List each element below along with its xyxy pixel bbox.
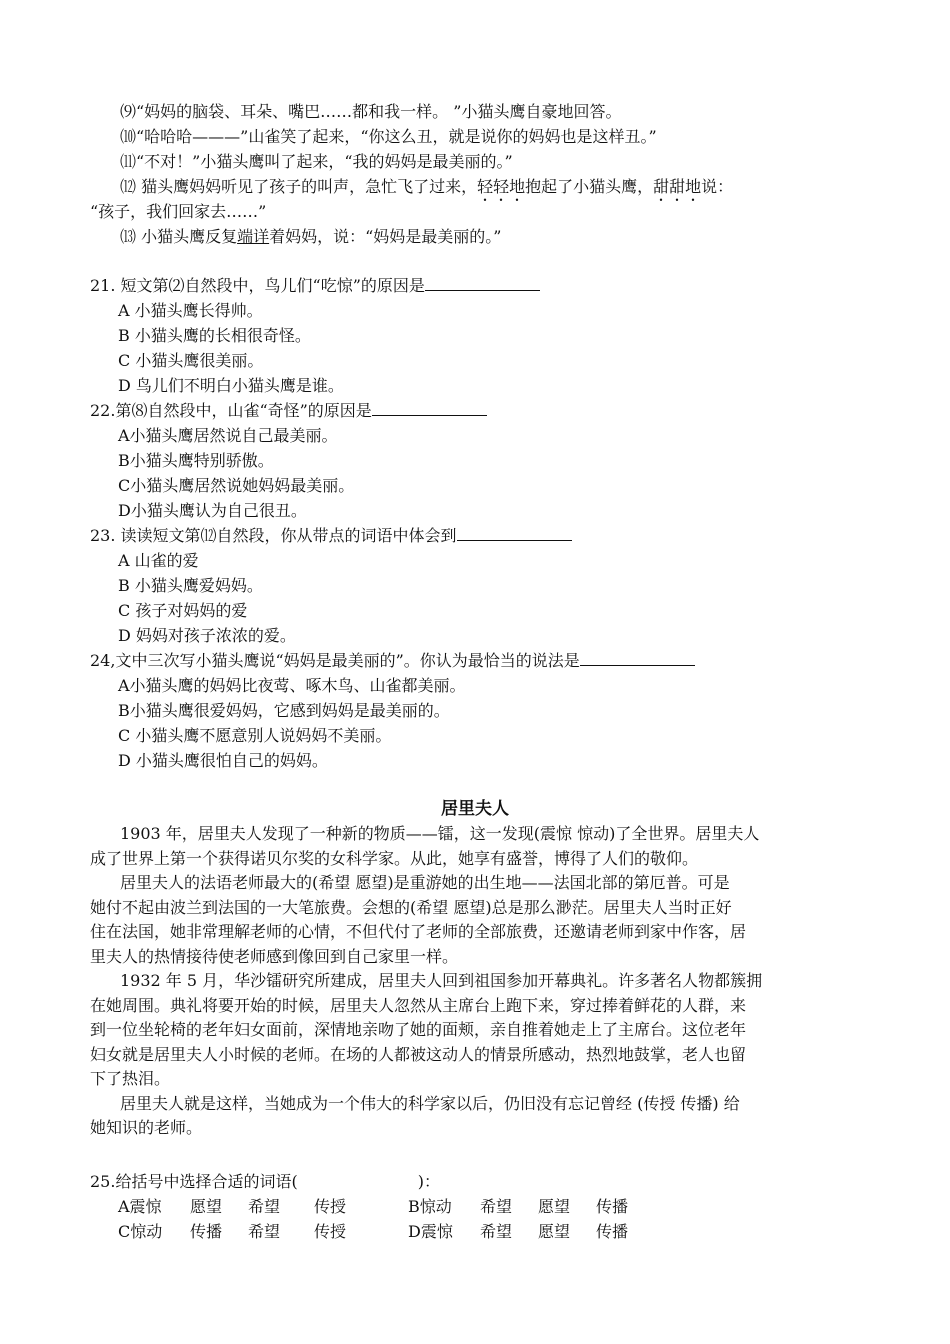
answer-blank-23[interactable] bbox=[457, 526, 572, 541]
q22-option-c: C小猫头鹰居然说她妈妈最美丽。 bbox=[118, 476, 355, 495]
q25-row1-word: 传授 bbox=[314, 1197, 347, 1216]
question-25-stem: 25.给括号中选择合适的词语( bbox=[90, 1172, 298, 1191]
passage-line: 1932 年 5 月，华沙镭研究所建成，居里夫人回到祖国参加开幕典礼。许多著名人物都簇拥 bbox=[120, 971, 763, 990]
q25-row2-word: 传播 bbox=[596, 1222, 629, 1241]
q25-row2-word: 传授 bbox=[314, 1222, 347, 1241]
passage-line: 里夫人的热情接待使老师感到像回到自己家里一样。 bbox=[90, 946, 459, 966]
q23-option-a: A 山雀的爱 bbox=[118, 551, 199, 570]
q23-option-b: B 小猫头鹰爱妈妈。 bbox=[118, 576, 263, 595]
q25-row1-word: A震惊 bbox=[118, 1197, 162, 1216]
q21-option-c: C 小猫头鹰很美丽。 bbox=[118, 351, 264, 370]
answer-blank-24[interactable] bbox=[580, 651, 695, 666]
q23-option-c: C 孩子对妈妈的爱 bbox=[118, 601, 248, 620]
dotted-word-tiantiande: 甜甜地 bbox=[653, 177, 702, 196]
story-paragraph-13-text-a: ⒀ 小猫头鹰反复 bbox=[120, 227, 238, 246]
passage-line: 居里夫人就是这样，当她成为一个伟大的科学家以后，仍旧没有忘记曾经 (传授 传播) 给 bbox=[120, 1093, 740, 1113]
passage-line: 成了世界上第一个获得诺贝尔奖的女科学家。从此，她享有盛誉，博得了人们的敬仰。 bbox=[90, 848, 699, 868]
passage-line: 她付不起由波兰到法国的一大笔旅费。会想的(希望 愿望)总是那么渺茫。居里夫人当时正好 bbox=[90, 897, 732, 917]
story-paragraph-13 bbox=[120, 225, 501, 249]
q22-option-b: B小猫头鹰特别骄傲。 bbox=[118, 451, 274, 470]
q24-option-a: A小猫头鹰的妈妈比夜莺、啄木鸟、山雀都美丽。 bbox=[118, 676, 466, 695]
q25-row1-word: 传播 bbox=[596, 1197, 629, 1216]
passage-line: 居里夫人的法语老师最大的(希望 愿望)是重游她的出生地——法国北部的第厄普。可是 bbox=[120, 873, 730, 892]
q25-row1-word: 愿望 bbox=[190, 1197, 223, 1216]
story-paragraph-13-text-b: 着妈妈，说：“妈妈是最美丽的。” bbox=[269, 227, 502, 246]
q25-row1-word: 希望 bbox=[248, 1197, 281, 1216]
question-25 bbox=[90, 1170, 440, 1194]
passage-line: 下了热泪。 bbox=[90, 1069, 171, 1088]
story-paragraph-9: ⑼“妈妈的脑袋、耳朵、嘴巴……都和我一样。 ”小猫头鹰自豪地回答。 bbox=[120, 102, 622, 121]
q22-option-d: D小猫头鹰认为自己很丑。 bbox=[118, 501, 307, 520]
question-22-stem: 22.第⑻自然段中，山雀“奇怪”的原因是 bbox=[90, 401, 372, 420]
question-22 bbox=[90, 399, 487, 423]
q25-row-1 bbox=[118, 1195, 628, 1219]
passage-line: 在她周围。典礼将要开始的时候，居里夫人忽然从主席台上跑下来，穿过捧着鲜花的人群，来 bbox=[90, 995, 747, 1015]
story-paragraph-12-text-c: 说： bbox=[701, 177, 734, 196]
q25-row2-word: D震惊 bbox=[408, 1222, 453, 1241]
q25-row1-word: 希望 bbox=[480, 1197, 513, 1216]
question-21-stem: 21. 短文第⑵自然段中，鸟儿们“吃惊”的原因是 bbox=[90, 276, 425, 295]
question-23-stem: 23. 读读短文第⑿自然段，你从带点的词语中体会到 bbox=[90, 526, 457, 545]
answer-blank-22[interactable] bbox=[372, 401, 487, 416]
question-24-stem: 24,文中三次写小猫头鹰说“妈妈是最美丽的”。你认为最恰当的说法是 bbox=[90, 651, 580, 670]
question-25-stem-end: )： bbox=[417, 1172, 440, 1191]
question-21 bbox=[90, 274, 540, 298]
story-paragraph-12-text-a: ⑿ 猫头鹰妈妈听见了孩子的叫声，急忙飞了过来， bbox=[120, 177, 478, 196]
passage-line: 她知识的老师。 bbox=[90, 1118, 203, 1137]
q24-option-c: C 小猫头鹰不愿意别人说妈妈不美丽。 bbox=[118, 726, 392, 745]
q22-option-a: A小猫头鹰居然说自己最美丽。 bbox=[118, 426, 338, 445]
q25-row1-word: 愿望 bbox=[538, 1197, 571, 1216]
passage-line: 住在法国，她非常理解老师的心情，不但代付了老师的全部旅费，还邀请老师到家中作客，居 bbox=[90, 922, 747, 941]
q25-row2-word: 愿望 bbox=[538, 1222, 571, 1241]
q21-option-a: A 小猫头鹰长得帅。 bbox=[118, 301, 263, 320]
underlined-word-duanxiang: 端详 bbox=[237, 227, 270, 246]
q25-row2-word: 希望 bbox=[480, 1222, 513, 1241]
story-paragraph-12-continued: “孩子，我们回家去……” bbox=[90, 202, 267, 221]
passage-line: 1903 年，居里夫人发现了一种新的物质——镭，这一发现(震惊 惊动)了全世界。居里夫人 bbox=[120, 824, 760, 843]
q25-row2-word: 希望 bbox=[248, 1222, 281, 1241]
q24-option-d: D 小猫头鹰很怕自己的妈妈。 bbox=[118, 751, 328, 770]
q24-option-b: B小猫头鹰很爱妈妈，它感到妈妈是最美丽的。 bbox=[118, 701, 450, 720]
question-23 bbox=[90, 524, 572, 548]
dotted-word-qingqingde: 轻轻地 bbox=[477, 177, 526, 196]
q21-option-d: D 鸟儿们不明白小猫头鹰是谁。 bbox=[118, 376, 344, 395]
q25-row2-word: 传播 bbox=[190, 1222, 223, 1241]
question-24 bbox=[90, 649, 695, 673]
story-paragraph-12-text-b: 抱起了小猫头鹰， bbox=[525, 177, 654, 196]
q25-row1-word: B惊动 bbox=[408, 1197, 452, 1216]
q21-option-b: B 小猫头鹰的长相很奇怪。 bbox=[118, 326, 311, 345]
passage-line: 到一位坐轮椅的老年妇女面前，深情地亲吻了她的面颊，亲自推着她走上了主席台。这位老年 bbox=[90, 1020, 747, 1039]
story-paragraph-12 bbox=[120, 175, 733, 199]
answer-blank-21[interactable] bbox=[425, 276, 540, 291]
passage-line: 妇女就是居里夫人小时候的老师。在场的人都被这动人的情景所感动，热烈地鼓掌，老人也留 bbox=[90, 1044, 747, 1064]
story-paragraph-10: ⑽“哈哈哈———”山雀笑了起来，“你这么丑，就是说你的妈妈也是这样丑。” bbox=[120, 127, 657, 146]
q25-row-2 bbox=[118, 1220, 628, 1244]
q23-option-d: D 妈妈对孩子浓浓的爱。 bbox=[118, 626, 296, 645]
q25-row2-word: C惊动 bbox=[118, 1222, 163, 1241]
passage-title: 居里夫人 bbox=[441, 799, 509, 819]
story-paragraph-11: ⑾“不对！”小猫头鹰叫了起来，“我的妈妈是最美丽的。” bbox=[120, 152, 513, 171]
